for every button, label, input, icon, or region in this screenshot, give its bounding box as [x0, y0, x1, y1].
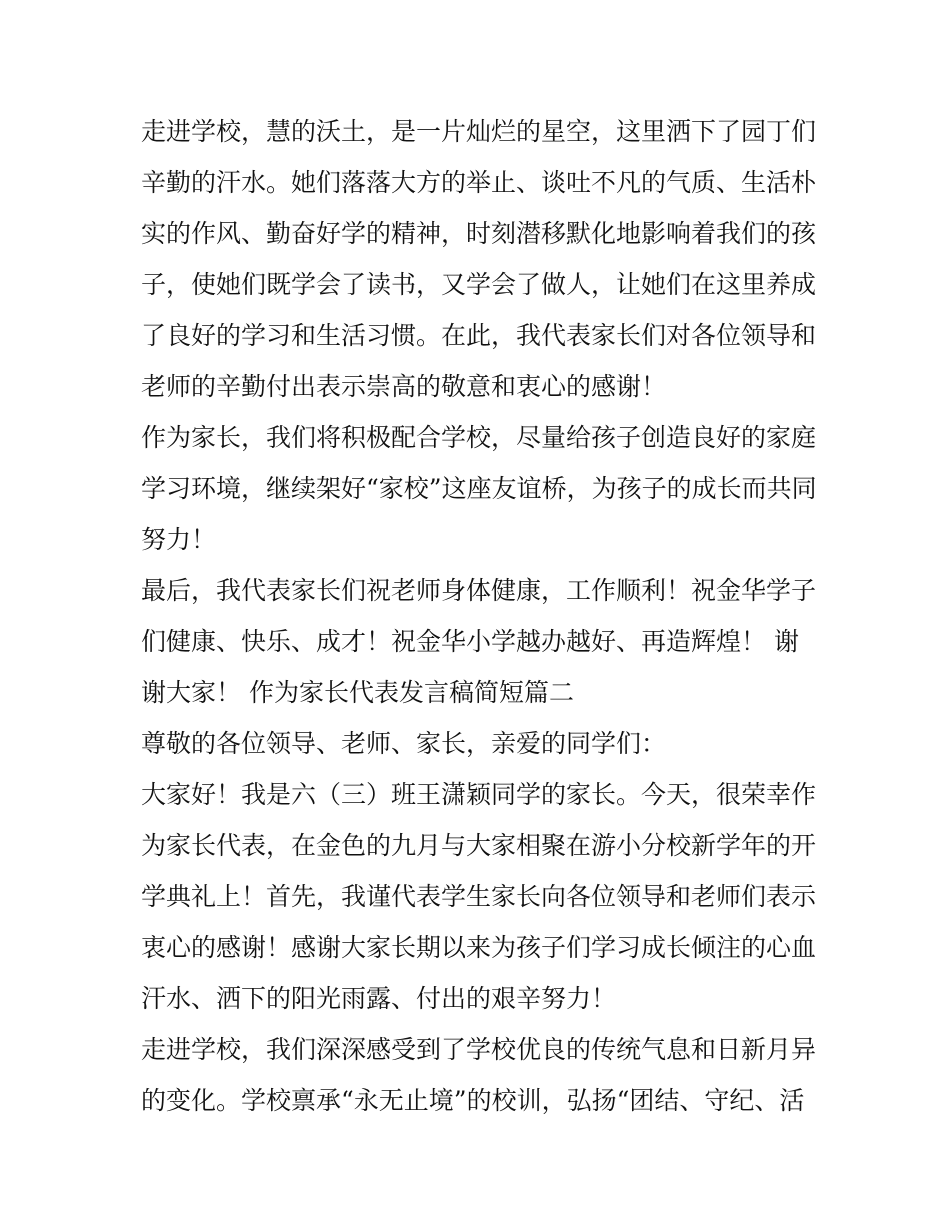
text-line: 了良好的学习和生活习惯。在此，我代表家长们对各位领导和	[141, 321, 817, 350]
text-line: 谢大家！ 作为家长代表发言稿简短篇二	[141, 678, 574, 707]
text-line: 作为家长，我们将积极配合学校，尽量给孩子创造良好的家庭	[141, 423, 817, 452]
text-line: 尊敬的各位领导、老师、家长，亲爱的同学们：	[141, 729, 667, 758]
document-body	[141, 106, 821, 1126]
text-line: 努力！	[141, 525, 217, 554]
text-line: 为家长代表，在金色的九月与大家相聚在游小分校新学年的开	[141, 831, 817, 860]
text-line: 的变化。学校禀承“永无止境”的校训，弘扬“团结、守纪、活	[141, 1086, 805, 1115]
text-line: 学典礼上！首先，我谨代表学生家长向各位领导和老师们表示	[141, 882, 817, 911]
text-line: 老师的辛勤付出表示崇高的敬意和衷心的感谢！	[141, 372, 667, 401]
text-line: 学习环境，继续架好“家校”这座友谊桥，为孩子的成长而共同	[141, 474, 817, 503]
text-line: 走进学校，我们深深感受到了学校优良的传统气息和日新月异	[141, 1035, 817, 1064]
text-line: 实的作风、勤奋好学的精神，时刻潜移默化地影响着我们的孩	[141, 219, 817, 248]
text-line: 衷心的感谢！感谢大家长期以来为孩子们学习成长倾注的心血	[141, 933, 817, 962]
text-line: 子，使她们既学会了读书，又学会了做人，让她们在这里养成	[141, 270, 817, 299]
text-line: 汗水、洒下的阳光雨露、付出的艰辛努力！	[141, 984, 617, 1013]
text-line: 走进学校，慧的沃土，是一片灿烂的星空，这里洒下了园丁们	[141, 117, 817, 146]
text-line: 最后，我代表家长们祝老师身体健康，工作顺利！祝金华学子	[141, 576, 817, 605]
text-line: 辛勤的汗水。她们落落大方的举止、谈吐不凡的气质、生活朴	[141, 168, 817, 197]
text-line: 大家好！我是六（三）班王潇颖同学的家长。今天，很荣幸作	[141, 780, 817, 809]
text-line: 们健康、快乐、成才！祝金华小学越办越好、再造辉煌！ 谢	[141, 627, 799, 656]
